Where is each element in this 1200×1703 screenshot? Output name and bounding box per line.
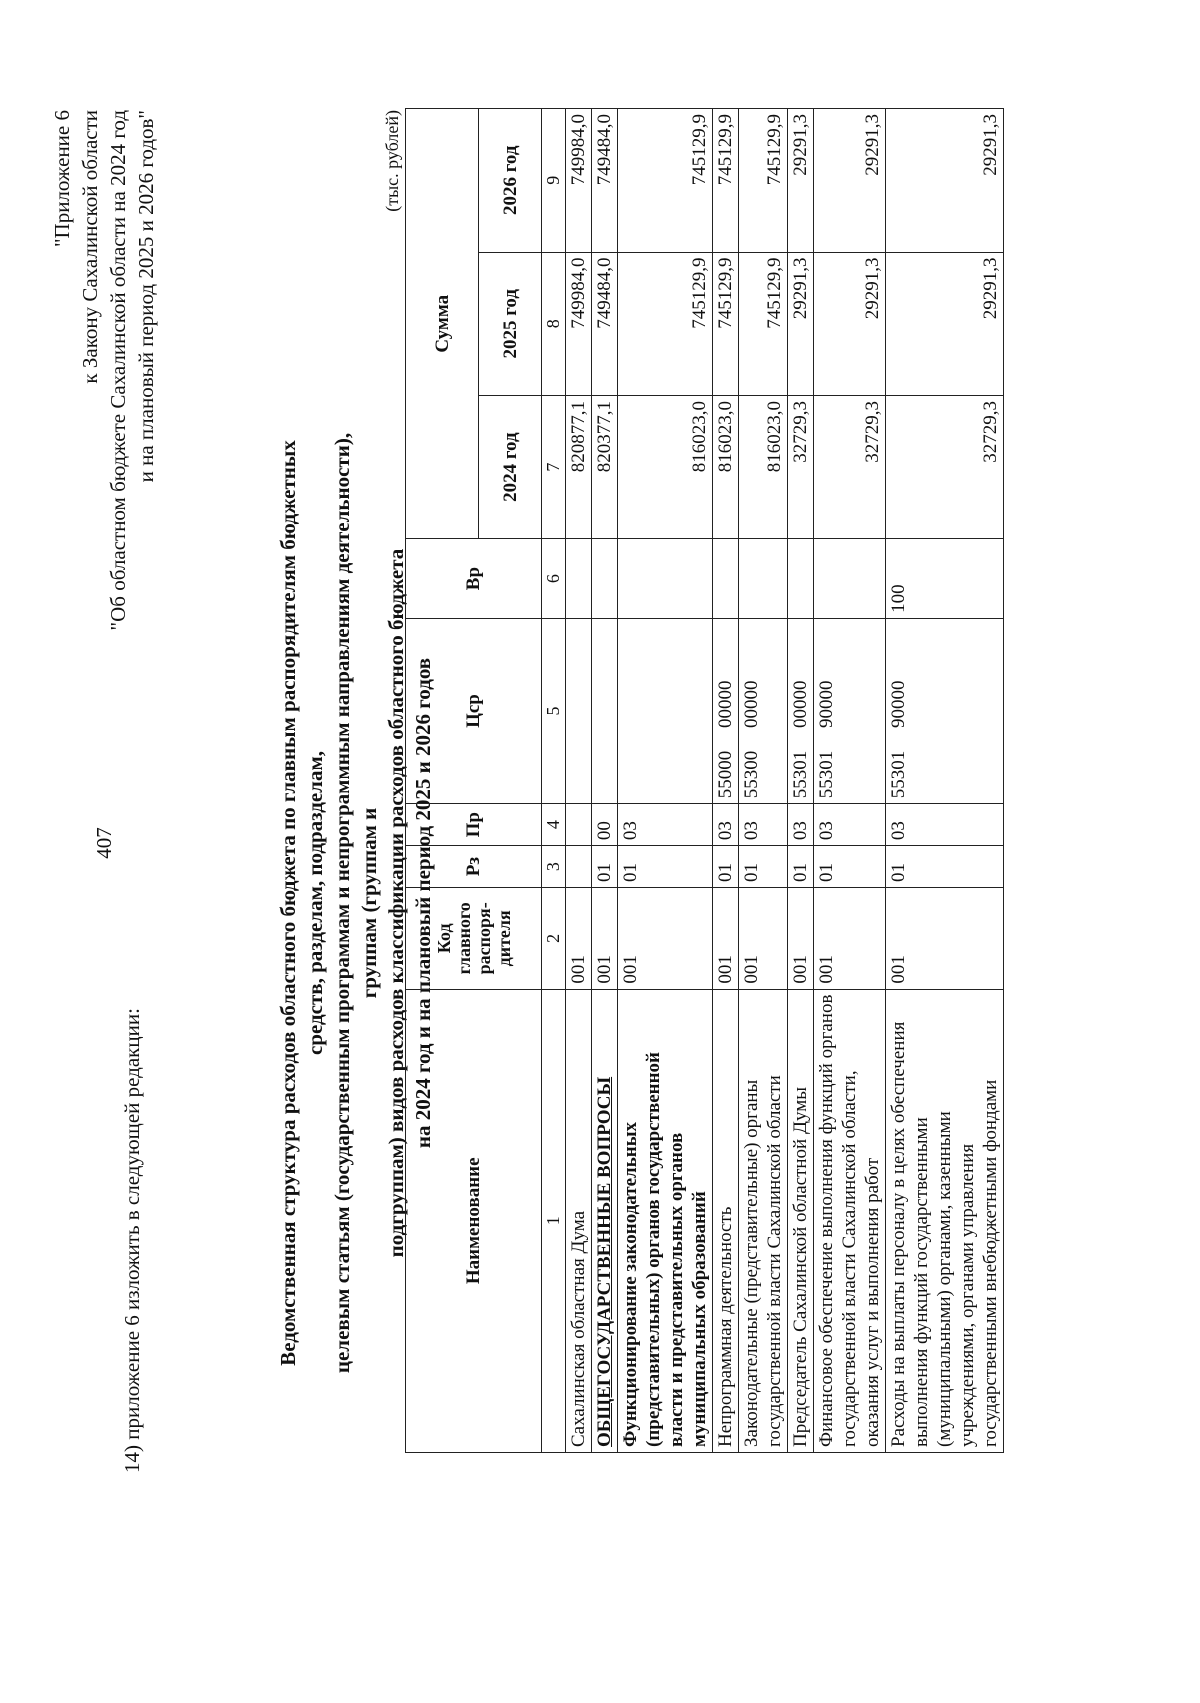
row-sum-2026: 29291,3 [814,109,886,253]
row-name: Сахалинская областная Дума [566,989,592,1452]
title-line-3: подгруппам) видов расходов классификации расходов областного бюджета [384,548,408,1258]
row-sum-2024: 816023,0 [618,395,713,538]
col-number: 2 [542,888,566,990]
row-code: 001 [713,888,739,990]
row-name: Расходы на выплаты персоналу в целях обеспечения выполнения функций государственными (муниципальными) органами, казенными учреждениями, органами управления государственными внебюджетными фондами [886,989,1004,1452]
row-vr [713,539,739,618]
header-csr: Цср [406,618,542,803]
row-pr: 03 [886,804,1004,846]
row-sum-2026: 745129,9 [739,109,788,253]
row-sum-2026: 749484,0 [592,109,618,253]
row-name: Непрограммная деятельность [713,989,739,1452]
row-sum-2025: 29291,3 [886,252,1004,395]
row-sum-2026: 29291,3 [886,109,1004,253]
row-sum-2025: 745129,9 [618,252,713,395]
row-sum-2026: 749984,0 [566,109,592,253]
annex-line-1: "Приложение 6 [50,110,74,248]
row-pr: 03 [788,804,814,846]
table-row [592,109,618,1453]
row-sum-2025: 745129,9 [713,252,739,395]
row-code: 001 [592,888,618,990]
row-vr: 100 [886,539,1004,618]
row-rz: 01 [739,846,788,888]
row-sum-2025: 29291,3 [814,252,886,395]
row-vr [788,539,814,618]
row-sum-2024: 820877,1 [566,395,592,538]
unit-label: (тыс. рублей) [382,110,402,212]
row-pr: 03 [618,804,713,846]
row-csr [566,618,592,803]
header-year-2024: 2024 год [479,395,542,538]
row-sum-2025: 745129,9 [739,252,788,395]
title-line-2: целевым статьям (государственным программам и непрограммным направлениям деятельности), группам (группам и [330,432,381,1374]
header-name: Наименование [406,989,542,1452]
table-row [788,109,814,1453]
col-number: 7 [542,395,566,538]
row-name: Функционирование законодательных (представительных) органов государственной власти и представительных органов муниципальных образований [618,989,713,1452]
intro-text: 14) приложение 6 изложить в следующей редакции: [120,1008,144,1473]
row-vr [814,539,886,618]
row-rz: 01 [713,846,739,888]
annex-reference [48,110,160,630]
col-number: 3 [542,846,566,888]
row-csr: 55300 00000 [739,618,788,803]
row-pr: 03 [739,804,788,846]
table-row [566,109,592,1453]
col-number: 1 [542,989,566,1452]
row-rz [566,846,592,888]
row-vr [566,539,592,618]
row-csr: 55301 90000 [814,618,886,803]
annex-line-3: "Об областном бюджете Сахалинской области на 2024 год [106,110,130,631]
row-csr [618,618,713,803]
row-vr [618,539,713,618]
row-sum-2025: 749484,0 [592,252,618,395]
row-code: 001 [886,888,1004,990]
row-code: 001 [788,888,814,990]
row-sum-2026: 745129,9 [618,109,713,253]
row-rz: 01 [886,846,1004,888]
row-sum-2025: 29291,3 [788,252,814,395]
row-csr: 55000 00000 [713,618,739,803]
row-sum-2025: 749984,0 [566,252,592,395]
row-pr: 00 [592,804,618,846]
row-sum-2024: 820377,1 [592,395,618,538]
row-sum-2024: 816023,0 [739,395,788,538]
row-name: Законодательные (представительные) органы государственной власти Сахалинской области [739,989,788,1452]
header-year-2025: 2025 год [479,252,542,395]
row-sum-2024: 32729,3 [814,395,886,538]
header-year-2026: 2026 год [479,109,542,253]
table-row [886,109,1004,1453]
row-name: Председатель Сахалинской областной Думы [788,989,814,1452]
header-rz: Рз [406,846,542,888]
table-row [739,109,788,1453]
row-code: 001 [739,888,788,990]
row-csr [592,618,618,803]
column-numbers-row [542,109,566,1453]
col-number: 9 [542,109,566,253]
row-code: 001 [814,888,886,990]
annex-line-4: и на плановый период 2025 и 2026 годов" [134,110,158,483]
table-row [618,109,713,1453]
row-rz: 01 [788,846,814,888]
row-name: Финансовое обеспечение выполнения функций органов государственной власти Сахалинской области, оказания услуг и выполнения работ [814,989,886,1452]
row-rz: 01 [814,846,886,888]
row-rz: 01 [618,846,713,888]
col-number: 4 [542,804,566,846]
col-number: 8 [542,252,566,395]
col-number: 6 [542,539,566,618]
row-sum-2024: 816023,0 [713,395,739,538]
row-csr: 55301 90000 [886,618,1004,803]
row-sum-2026: 29291,3 [788,109,814,253]
header-code: Код главного распоря-дителя [406,888,542,990]
table-row [814,109,886,1453]
row-vr [739,539,788,618]
row-sum-2024: 32729,3 [788,395,814,538]
page-number: 407 [92,827,116,859]
row-pr: 03 [713,804,739,846]
row-csr: 55301 00000 [788,618,814,803]
title-line-4: на 2024 год и на плановый период 2025 и 2026 годов [411,657,435,1149]
row-code: 001 [566,888,592,990]
row-vr [592,539,618,618]
row-pr [566,804,592,846]
col-number: 5 [542,618,566,803]
row-sum-2026: 745129,9 [713,109,739,253]
budget-table [405,108,1004,1453]
header-pr: Пр [406,804,542,846]
row-name: ОБЩЕГОСУДАРСТВЕННЫЕ ВОПРОСЫ [592,989,618,1452]
row-code: 001 [618,888,713,990]
row-sum-2024: 32729,3 [886,395,1004,538]
row-rz: 01 [592,846,618,888]
row-pr: 03 [814,804,886,846]
header-vr: Вр [406,539,542,618]
table-row [713,109,739,1453]
annex-line-2: к Закону Сахалинской области [78,110,102,384]
header-sum: Сумма [406,109,479,539]
title-line-1: Ведомственная структура расходов областного бюджета по главным распорядителям бюджетных средств, разделам, подразделам, [276,440,327,1366]
